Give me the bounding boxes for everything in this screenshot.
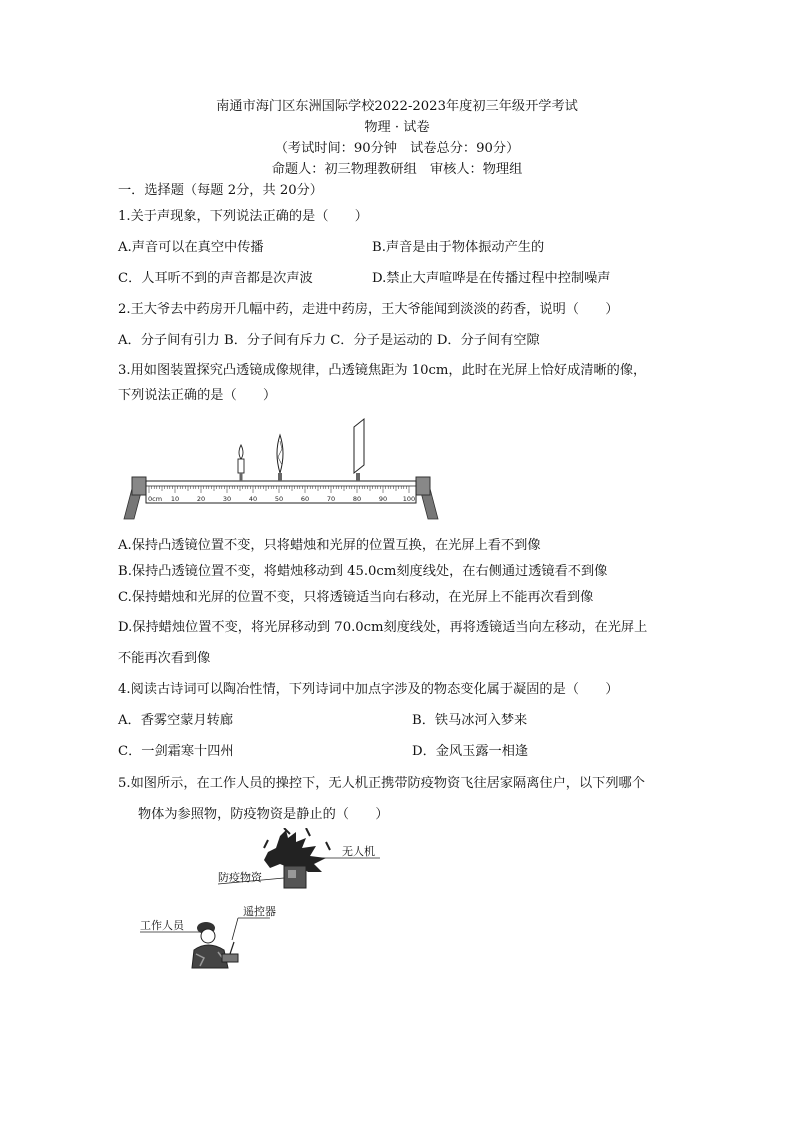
- q2-options: A．分子间有引力 B．分子间有斥力 C．分子是运动的 D．分子间有空隙: [118, 333, 540, 348]
- scale-label-60: 60: [300, 495, 310, 503]
- q1-stem: 1.关于声现象，下列说法正确的是（ ）: [118, 209, 368, 224]
- scale-label-40: 40: [248, 495, 258, 503]
- q3-stem-line2: 下列说法正确的是（ ）: [118, 388, 277, 403]
- q4-stem: 4.阅读古诗词可以陶冶性情，下列诗词中加点字涉及的物态变化属于凝固的是（ ）: [118, 682, 619, 697]
- label-supplies: 防疫物资: [218, 871, 262, 884]
- exam-info: （考试时间：90分钟 试卷总分：90分）: [274, 141, 520, 156]
- scale-label-80: 80: [352, 495, 362, 503]
- exam-title: 南通市海门区东洲国际学校2022-2023年度初三年级开学考试: [216, 99, 578, 114]
- q4-option-c: C．一剑霜寒十四州: [118, 744, 234, 759]
- label-remote: 遥控器: [243, 905, 276, 918]
- section-heading: 一．选择题（每题 2分，共 20分）: [118, 183, 323, 198]
- convex-lens: [277, 435, 283, 481]
- supplies-box: [284, 866, 306, 888]
- optical-bench-figure: [120, 415, 450, 531]
- scale-label-10: 10: [170, 495, 180, 503]
- q5-stem-line2: 物体为参照物，防疫物资是静止的（ ）: [138, 807, 389, 822]
- scale-label-30: 30: [222, 495, 232, 503]
- drone-figure: [130, 828, 400, 982]
- q1-option-a: A.声音可以在真空中传播: [118, 240, 264, 255]
- left-end-block: [132, 477, 146, 495]
- candle: [238, 445, 244, 481]
- q3-option-c: C.保持蜡烛和光屏的位置不变，只将透镜适当向右移动，在光屏上不能再次看到像: [118, 590, 594, 605]
- label-worker: 工作人员: [140, 919, 184, 932]
- scale-label-50: 50: [274, 495, 284, 503]
- scale-label-100: 100: [402, 495, 416, 503]
- right-end-block: [416, 477, 430, 495]
- q3-option-b: B.保持凸透镜位置不变，将蜡烛移动到 45.0cm刻度线处，在右侧通过透镜看不到像: [118, 564, 608, 579]
- scale-label-20: 20: [196, 495, 206, 503]
- drone: [264, 828, 330, 872]
- q3-stem-line1: 3.用如图装置探究凸透镜成像规律，凸透镜焦距为 10cm，此时在光屏上恰好成清晰的像，: [118, 363, 647, 378]
- scale-unit-label: 0cm: [148, 495, 163, 503]
- worker: [192, 922, 238, 968]
- q3-option-d-line1: D.保持蜡烛位置不变，将光屏移动到 70.0cm刻度线处，再将透镜适当向左移动，在光屏上: [118, 620, 648, 635]
- q4-option-b: B．铁马冰河入梦来: [412, 713, 528, 728]
- q1-option-d: D.禁止大声喧哗是在传播过程中控制噪声: [372, 271, 611, 286]
- scale-label-90: 90: [378, 495, 388, 503]
- light-screen: [354, 419, 364, 481]
- optical-bench-svg: [120, 415, 450, 527]
- q4-option-d: D．金风玉露一相逢: [412, 744, 529, 759]
- label-drone: 无人机: [342, 845, 375, 858]
- q5-stem-line1: 5.如图所示，在工作人员的操控下，无人机正携带防疫物资飞往居家隔离住户，以下列哪个: [118, 776, 645, 791]
- q1-option-c: C．人耳听不到的声音都是次声波: [118, 271, 313, 286]
- q3-option-d-line2: 不能再次看到像: [118, 651, 211, 666]
- drone-figure-svg: [130, 828, 400, 978]
- q1-option-b: B.声音是由于物体振动产生的: [372, 240, 545, 255]
- q2-stem: 2.王大爷去中药房开几幅中药，走进中药房，王大爷能闻到淡淡的药香，说明（ ）: [118, 302, 619, 317]
- q4-option-a: A．香雾空蒙月转廊: [118, 713, 234, 728]
- q3-option-a: A.保持凸透镜位置不变，只将蜡烛和光屏的位置互换，在光屏上看不到像: [118, 538, 541, 553]
- scale-label-70: 70: [326, 495, 336, 503]
- exam-subtitle: 物理 · 试卷: [364, 120, 430, 135]
- exam-authors: 命题人：初三物理教研组 审核人：物理组: [271, 162, 523, 177]
